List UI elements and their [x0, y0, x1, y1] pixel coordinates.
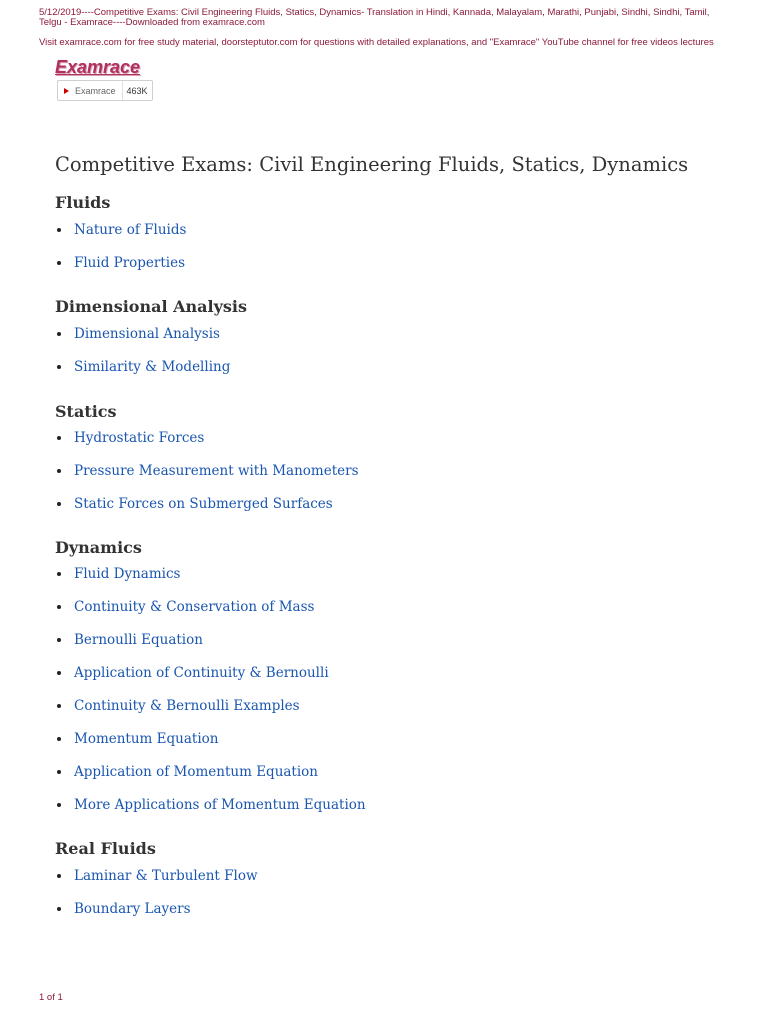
section-heading-real-fluids: Real Fluids	[55, 839, 156, 858]
bullet-icon	[57, 261, 61, 265]
examrace-logo[interactable]: Examrace	[55, 57, 141, 77]
youtube-play-icon	[64, 88, 69, 94]
bullet-icon	[57, 572, 61, 576]
bullet-icon	[57, 436, 61, 440]
list-item[interactable]	[57, 795, 366, 815]
bullet-icon	[57, 605, 61, 609]
list-item[interactable]	[57, 220, 186, 240]
visit-info-line: Visit examrace.com for free study material, doorsteptutor.com for questions with detailed explanations, and "Examrace" YouTube channel for free videos lectures	[39, 37, 714, 48]
topic-link[interactable]: More Applications of Momentum Equation	[74, 797, 366, 813]
topic-link[interactable]: Similarity & Modelling	[74, 359, 231, 375]
bullet-icon	[57, 874, 61, 878]
section-heading-fluids: Fluids	[55, 193, 111, 212]
youtube-subscriber-count: 463K	[122, 81, 148, 100]
bullet-icon	[57, 365, 61, 369]
topic-link[interactable]: Nature of Fluids	[74, 222, 187, 238]
bullet-icon	[57, 502, 61, 506]
topic-link[interactable]: Continuity & Bernoulli Examples	[74, 698, 300, 714]
bullet-icon	[57, 704, 61, 708]
list-item[interactable]	[57, 324, 220, 344]
topic-link[interactable]: Momentum Equation	[74, 731, 219, 747]
bullet-icon	[57, 803, 61, 807]
list-item[interactable]	[57, 597, 314, 617]
topic-link[interactable]: Continuity & Conservation of Mass	[74, 599, 315, 615]
bullet-icon	[57, 228, 61, 232]
bullet-icon	[57, 638, 61, 642]
list-item[interactable]	[57, 564, 180, 584]
list-item[interactable]	[57, 899, 191, 919]
list-item[interactable]	[57, 696, 300, 716]
topic-link[interactable]: Hydrostatic Forces	[74, 430, 205, 446]
bullet-icon	[57, 907, 61, 911]
list-item[interactable]	[57, 428, 204, 448]
topic-link[interactable]: Dimensional Analysis	[74, 326, 220, 342]
section-heading-dynamics: Dynamics	[55, 538, 142, 557]
topic-link[interactable]: Boundary Layers	[74, 901, 191, 917]
list-item[interactable]	[57, 663, 329, 683]
bullet-icon	[57, 737, 61, 741]
section-heading-statics: Statics	[55, 402, 117, 421]
list-item[interactable]	[57, 357, 230, 377]
topic-link[interactable]: Bernoulli Equation	[74, 632, 203, 648]
bullet-icon	[57, 671, 61, 675]
section-heading-dimensional-analysis: Dimensional Analysis	[55, 297, 247, 316]
list-item[interactable]	[57, 461, 359, 481]
topic-link[interactable]: Fluid Properties	[74, 255, 186, 271]
list-item[interactable]	[57, 762, 318, 782]
bullet-icon	[57, 469, 61, 473]
list-item[interactable]	[57, 866, 258, 886]
topic-link[interactable]: Application of Continuity & Bernoulli	[74, 665, 329, 681]
page-title: Competitive Exams: Civil Engineering Fluids, Statics, Dynamics	[55, 153, 689, 176]
list-item[interactable]	[57, 630, 203, 650]
topic-link[interactable]: Application of Momentum Equation	[74, 764, 319, 780]
download-info-line: 5/12/2019----Competitive Exams: Civil Engineering Fluids, Statics, Dynamics- Translation in Hindi, Kannada, Malayalam, Marathi, Punjabi, Sindhi, Sindhi, Tamil, Telgu - Examrace----Downloaded from examrace.com	[39, 7, 710, 28]
youtube-channel-name: Examrace	[75, 85, 116, 96]
bullet-icon	[57, 332, 61, 336]
topic-link[interactable]: Static Forces on Submerged Surfaces	[74, 496, 333, 512]
topic-link[interactable]: Pressure Measurement with Manometers	[74, 463, 359, 479]
page-number: 1 of 1	[39, 992, 63, 1003]
list-item[interactable]	[57, 494, 333, 514]
bullet-icon	[57, 770, 61, 774]
list-item[interactable]	[57, 253, 185, 273]
list-item[interactable]	[57, 729, 218, 749]
topic-link[interactable]: Laminar & Turbulent Flow	[74, 868, 258, 884]
youtube-subscribe-widget[interactable]	[57, 80, 153, 101]
topic-link[interactable]: Fluid Dynamics	[74, 566, 181, 582]
